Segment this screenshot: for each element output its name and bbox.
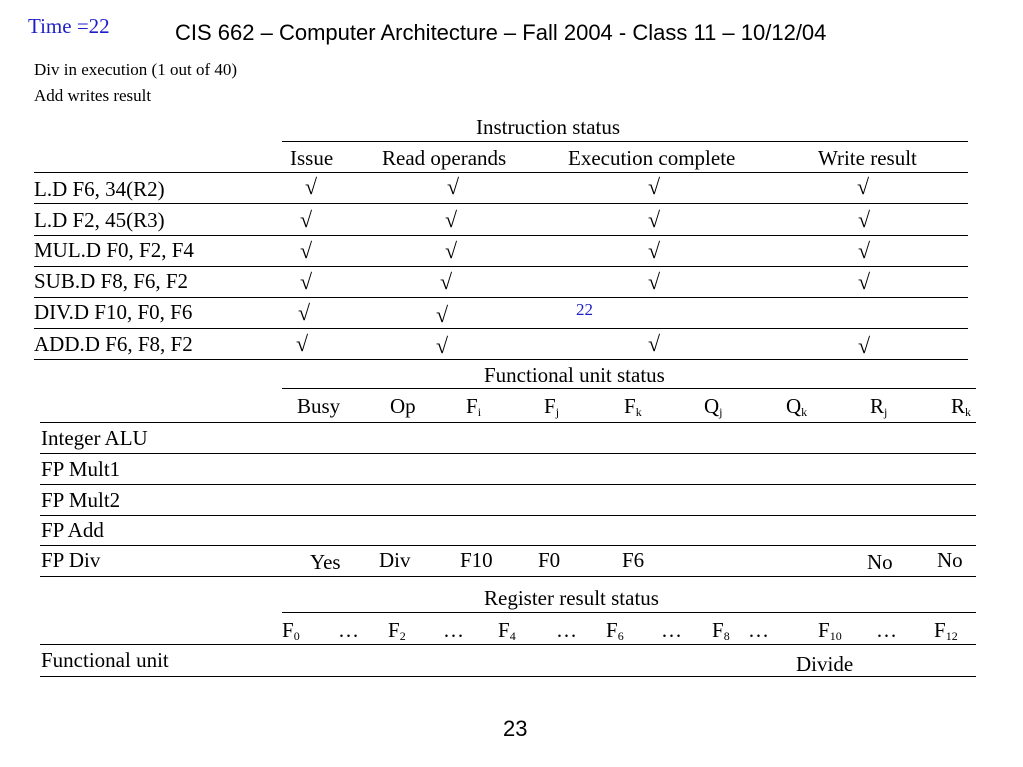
register-f12-letter: F: [934, 618, 946, 642]
header-fk-sub: k: [635, 405, 642, 419]
register-f2-letter: F: [388, 618, 400, 642]
divider: [40, 453, 976, 454]
divider: [40, 484, 976, 485]
instruction-label: MUL.D F0, F2, F4: [34, 238, 194, 262]
register-f12: [934, 618, 958, 642]
header-op: Op: [390, 394, 416, 418]
divider: [40, 676, 976, 677]
divider: [34, 359, 968, 360]
unit-label-fp-div: FP Div: [41, 548, 101, 572]
exec-check: √: [648, 174, 661, 199]
register-f8-letter: F: [712, 618, 724, 642]
header-execution-complete: Execution complete: [568, 146, 736, 170]
header-qk-sub: k: [801, 405, 808, 419]
note-div-execution: Div in execution (1 out of 40): [34, 60, 238, 79]
header-busy: Busy: [297, 394, 341, 418]
read-check: √: [447, 174, 460, 199]
header-fj-letter: F: [544, 394, 556, 418]
issue-check: √: [300, 238, 313, 263]
fp-div-fk: F6: [622, 548, 645, 572]
register-ellipsis: …: [443, 618, 464, 642]
register-f6-sub: 6: [617, 629, 624, 643]
header-rj-letter: R: [870, 394, 885, 418]
divider: [34, 203, 968, 204]
divider: [34, 328, 968, 329]
header-rj: [870, 394, 887, 418]
instruction-label: L.D F6, 34(R2): [34, 177, 165, 201]
register-result-status-title: Register result status: [484, 586, 659, 610]
header-fi-sub: i: [477, 405, 482, 419]
divider: [34, 266, 968, 267]
register-f10-letter: F: [818, 618, 830, 642]
issue-check: √: [298, 300, 311, 325]
time-label: Time =22: [28, 14, 110, 38]
read-check: √: [445, 238, 458, 263]
divider: [40, 422, 976, 423]
divider: [282, 141, 968, 142]
header-fj-sub: j: [555, 405, 560, 419]
register-f4: [498, 618, 516, 642]
register-f12-sub: 12: [945, 629, 958, 643]
read-check: √: [440, 269, 453, 294]
register-f10: [818, 618, 842, 642]
unit-label-fp-add: FP Add: [41, 518, 104, 542]
register-f4-letter: F: [498, 618, 510, 642]
divider: [40, 576, 976, 577]
write-check: √: [858, 207, 871, 232]
header-qk-letter: Q: [786, 394, 802, 418]
header-fk: [624, 394, 642, 418]
write-check: √: [858, 238, 871, 263]
register-f0: [282, 618, 300, 642]
fp-div-fj: F0: [538, 548, 561, 572]
exec-check: √: [648, 331, 661, 356]
divider: [40, 644, 976, 645]
instruction-label: DIV.D F10, F0, F6: [34, 300, 193, 324]
header-qk: [786, 394, 807, 418]
read-check: √: [445, 207, 458, 232]
header-fi: [466, 394, 481, 418]
register-f2: [388, 618, 406, 642]
slide-title: CIS 662 – Computer Architecture – Fall 2004 - Class 11 – 10/12/04: [175, 20, 827, 45]
header-fi-letter: F: [466, 394, 478, 418]
register-f6: [606, 618, 624, 642]
header-fj: [544, 394, 559, 418]
exec-check: √: [648, 269, 661, 294]
register-f10-sub: 10: [829, 629, 842, 643]
header-rk-letter: R: [951, 394, 966, 418]
register-ellipsis: …: [661, 618, 682, 642]
divider: [282, 388, 976, 389]
register-ellipsis: …: [556, 618, 577, 642]
divider: [34, 172, 968, 173]
header-rk-sub: k: [965, 405, 972, 419]
instruction-label: SUB.D F8, F6, F2: [34, 269, 189, 293]
instruction-status-title: Instruction status: [476, 115, 621, 139]
register-f4-sub: 4: [509, 629, 516, 643]
issue-check: √: [296, 331, 309, 356]
register-f8: [712, 618, 730, 642]
divider: [40, 515, 976, 516]
register-f0-letter: F: [282, 618, 294, 642]
issue-check: √: [300, 269, 313, 294]
exec-cycle-value: 22: [576, 300, 593, 319]
write-check: √: [858, 269, 871, 294]
register-f6-letter: F: [606, 618, 618, 642]
functional-unit-row-label: Functional unit: [41, 648, 169, 672]
header-rj-sub: j: [884, 405, 888, 419]
register-ellipsis: …: [338, 618, 359, 642]
register-ellipsis: …: [876, 618, 897, 642]
register-f0-sub: 0: [293, 629, 300, 643]
unit-label-fp-mult2: FP Mult2: [41, 488, 121, 512]
f10-functional-unit-value: Divide: [796, 652, 854, 676]
fp-div-op: Div: [379, 548, 411, 572]
header-qj-sub: j: [719, 405, 723, 419]
fp-div-rj: No: [867, 550, 893, 574]
register-ellipsis: …: [748, 618, 769, 642]
exec-check: √: [648, 238, 661, 263]
divider: [40, 545, 976, 546]
header-qj-letter: Q: [704, 394, 720, 418]
register-f8-sub: 8: [723, 629, 730, 643]
read-check: √: [436, 333, 449, 358]
instruction-label: ADD.D F6, F8, F2: [34, 332, 193, 356]
issue-check: √: [305, 174, 318, 199]
functional-unit-status-title: Functional unit status: [484, 363, 665, 387]
divider: [34, 235, 968, 236]
header-rk: [951, 394, 971, 418]
header-fk-letter: F: [624, 394, 636, 418]
divider: [34, 297, 968, 298]
divider: [282, 612, 976, 613]
instruction-label: L.D F2, 45(R3): [34, 208, 165, 232]
write-check: √: [858, 333, 871, 358]
header-read-operands: Read operands: [382, 146, 507, 170]
header-write-result: Write result: [818, 146, 917, 170]
exec-check: √: [648, 207, 661, 232]
unit-label-integer-alu: Integer ALU: [41, 426, 148, 450]
read-check: √: [436, 302, 449, 327]
note-add-writes: Add writes result: [34, 86, 152, 105]
fp-div-fi: F10: [460, 548, 493, 572]
write-check: √: [857, 174, 870, 199]
unit-label-fp-mult1: FP Mult1: [41, 457, 121, 481]
fp-div-rk: No: [937, 548, 963, 572]
header-qj: [704, 394, 723, 418]
issue-check: √: [300, 207, 313, 232]
fp-div-busy: Yes: [310, 550, 341, 574]
header-issue: Issue: [290, 146, 334, 170]
page-number: 23: [503, 716, 528, 741]
register-f2-sub: 2: [399, 629, 406, 643]
